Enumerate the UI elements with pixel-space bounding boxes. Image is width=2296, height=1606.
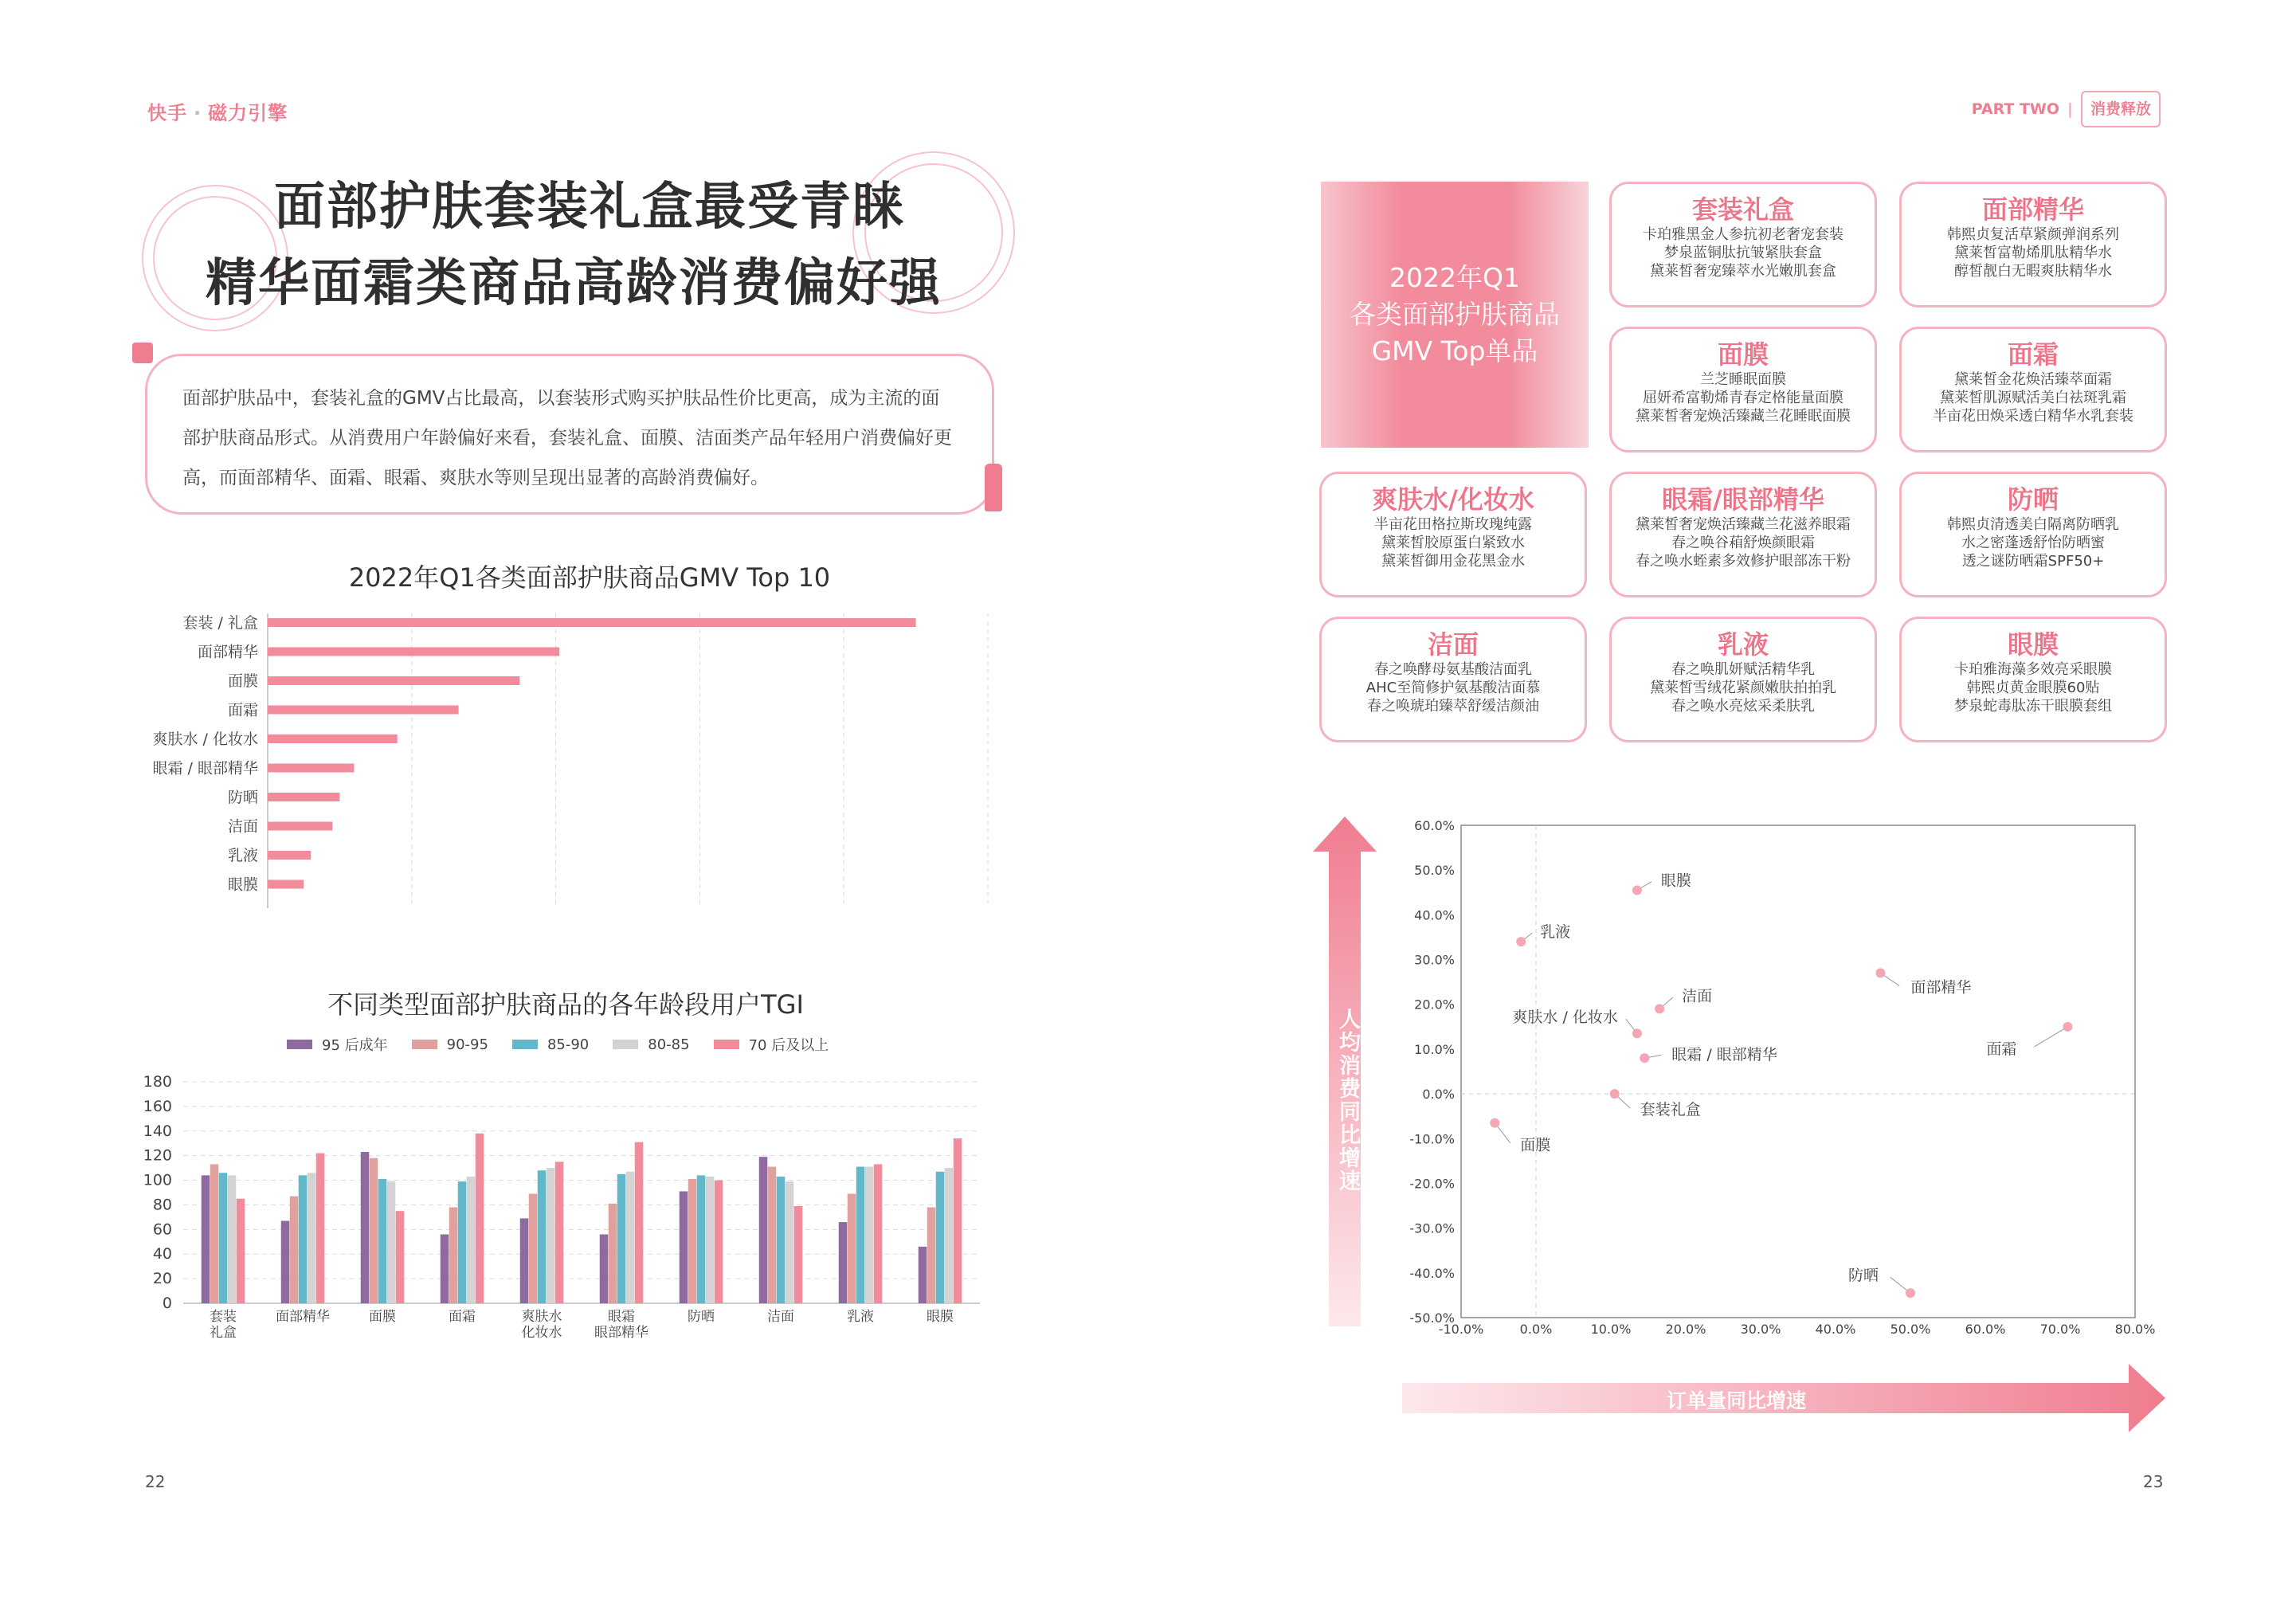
scatter-point-label: 面霜 [1986,1040,2017,1058]
product-card-title: 面霜 [2007,339,2059,370]
tgi-bar [919,1247,927,1303]
product-card [1899,472,2167,597]
legend-swatch [412,1040,437,1049]
scatter-ytick: 50.0% [1414,863,1455,879]
tgi-bar [688,1179,697,1303]
tgi-bar [458,1181,467,1303]
product-card-title: 套装礼盒 [1691,194,1794,225]
product-card-item: 黛莱皙金花焕活臻萃面霜 [1954,371,2112,388]
scatter-ytick: -10.0% [1409,1131,1455,1147]
tgi-bar [697,1175,706,1303]
product-card-title: 防晒 [2007,484,2059,515]
scatter-point [1632,1028,1642,1038]
product-card-item: 半亩花田焕采透白精华水乳套装 [1933,408,2133,425]
product-card-item: 水之密蓬透舒怡防晒蜜 [1961,535,2105,551]
gmv-category-label: 面霜 [227,701,258,719]
scatter-ytick: 20.0% [1414,997,1455,1013]
hero-line-3: GMV Top单品 [1371,335,1538,366]
cili-logo: 磁力引擎 [208,102,288,124]
tgi-bar [202,1175,210,1303]
tgi-bar [299,1175,308,1303]
tgi-bar [290,1197,299,1303]
gmv-category-label: 洁面 [227,817,258,836]
tgi-bar [476,1134,484,1303]
tgi-ytick: 120 [143,1146,172,1165]
tgi-bar [936,1172,945,1303]
scatter-point-label: 套装礼盒 [1640,1101,1701,1119]
scatter-ytick: 30.0% [1414,952,1455,968]
product-card [1319,472,1587,597]
product-card-item: 黛莱皙胶原蛋白紧致水 [1381,535,1525,551]
tgi-category-label: 洁面 [767,1309,794,1325]
legend-swatch [512,1040,538,1049]
tgi-bar [219,1173,228,1303]
tgi-bar [626,1172,635,1303]
scatter-xtick: 40.0% [1815,1322,1856,1337]
gmv-bar [268,822,332,831]
tgi-bar [954,1138,962,1303]
tgi-category-label: 套装 [210,1309,237,1325]
page-number-right: 23 [2143,1472,2164,1491]
tgi-bar [555,1161,564,1303]
tgi-bar [378,1179,387,1303]
scatter-point [1875,968,1885,977]
x-axis-label: 订单量同比增速 [1667,1389,1807,1412]
scatter-ytick: 40.0% [1414,907,1455,923]
product-card [1899,327,2167,452]
scatter-ytick: -20.0% [1409,1176,1455,1192]
scatter-point-label: 防晒 [1847,1267,1879,1285]
legend-label: 85-90 [547,1036,590,1053]
product-card [1609,472,1877,597]
product-card-item: 透之谜防晒霜SPF50+ [1961,553,2105,570]
gmv-category-label: 套装 / 礼盒 [182,614,258,632]
product-card-item: 黛莱皙奢宠焕活臻藏兰花滋养眼霜 [1636,516,1851,533]
tgi-bar [316,1154,325,1303]
product-card-item: 醇皙靓白无暇爽肤精华水 [1954,263,2112,280]
product-card [1319,617,1587,742]
gmv-chart-title: 2022年Q1各类面部护肤商品GMV Top 10 [348,562,831,593]
tgi-bar [865,1167,874,1303]
tgi-bar [237,1199,245,1303]
product-card-item: AHC至简修护氨基酸洁面慕 [1365,680,1541,696]
tgi-bar [786,1181,794,1303]
product-card-item: 半亩花田格拉斯玫瑰纯露 [1374,516,1532,533]
product-card-item: 黛莱皙御用金花黑金水 [1381,553,1525,570]
scatter-point [1610,1089,1620,1099]
product-card-item: 卡珀雅海藻多效亮采眼膜 [1954,661,2112,678]
tgi-ytick: 80 [152,1196,172,1214]
tgi-category-label: 防晒 [688,1309,715,1325]
tgi-bar [777,1177,786,1303]
tgi-bar [927,1208,936,1303]
product-card [1899,617,2167,742]
product-card-title: 洁面 [1427,629,1479,660]
hero-line-2: 各类面部护肤商品 [1350,299,1560,330]
scatter-xtick: 10.0% [1590,1322,1632,1337]
gmv-category-label: 乳液 [227,847,258,864]
scatter-point [1640,1053,1649,1063]
scatter-point-label: 面膜 [1520,1136,1551,1154]
tgi-bar [945,1168,954,1303]
lipstick-icon [985,464,1002,511]
scatter-ytick: 60.0% [1414,818,1455,833]
tgi-ytick: 140 [143,1122,172,1140]
gmv-bar [268,880,304,889]
legend-item [512,1036,589,1053]
product-card-item: 春之唤水蛭素多效修护眼部冻干粉 [1636,553,1851,570]
product-card-title: 面部精华 [1981,194,2084,225]
tgi-category-label: 礼盒 [210,1325,237,1341]
top-products-hero [1321,182,1589,448]
gmv-bar [268,618,916,627]
product-card-item: 梦泉蓝铜肽抗皱紧肤套盒 [1664,245,1822,261]
scatter-ytick: 0.0% [1422,1087,1455,1103]
scatter-point-label: 眼膜 [1660,872,1691,890]
tgi-bar [370,1158,378,1303]
scatter-ytick: -50.0% [1409,1310,1455,1326]
product-card-item: 韩熙贞复活草紧颜弹润系列 [1947,226,2119,243]
product-card-title: 眼霜/眼部精华 [1662,484,1824,515]
tgi-bar [600,1235,609,1303]
tgi-bar [617,1174,626,1303]
gmv-category-label: 面部精华 [197,643,258,661]
scatter-point-label: 洁面 [1682,987,1713,1005]
tgi-bar [635,1142,644,1303]
tgi-chart [143,1067,988,1354]
legend-label: 95 后成年 [322,1037,388,1054]
product-card-title: 乳液 [1717,629,1769,660]
legend-label: 80-85 [648,1036,690,1053]
product-card [1899,182,2167,307]
legend-item [714,1034,829,1055]
tgi-ytick: 0 [162,1295,172,1312]
tgi-bar [396,1211,405,1303]
tgi-bar [609,1204,617,1303]
part-tag: 消费释放 [2081,91,2161,127]
scatter-xtick: 0.0% [1519,1322,1553,1337]
product-card-item: 春之唤琥珀臻萃舒缓洁颜油 [1367,698,1539,715]
tgi-legend [287,1034,852,1055]
scatter-point-label: 爽肤水 / 化妆水 [1512,1009,1618,1027]
product-card-item: 兰芝睡眠面膜 [1700,371,1786,388]
legend-swatch [714,1040,739,1049]
tgi-bar [706,1177,715,1303]
legend-label: 70 后及以上 [748,1037,829,1054]
gmv-bar [268,851,311,860]
y-axis-label: 人均消费同比增速 [1335,1008,1360,1193]
gmv-top10-chart [127,605,1004,916]
page-number-left: 22 [145,1472,166,1491]
product-card-item: 春之唤酵母氨基酸洁面乳 [1374,661,1532,678]
product-card-item: 黛莱皙奢宠焕活臻藏兰花睡眠面膜 [1636,408,1851,425]
product-card-item: 春之唤谷葙舒焕颜眼霜 [1671,535,1815,551]
tgi-bar [848,1194,856,1303]
scatter-xtick: 60.0% [1965,1322,2006,1337]
tgi-bar [768,1167,777,1303]
gmv-bar [268,676,519,685]
gmv-category-label: 面膜 [227,672,258,690]
tgi-bar [856,1167,865,1303]
product-card-item: 韩熙贞清透美白隔离防晒乳 [1947,516,2119,533]
title-line-2: 精华面霜类商品高龄消费偏好强 [206,254,942,313]
scatter-ytick: 10.0% [1414,1041,1455,1057]
tgi-bar [547,1168,555,1303]
tgi-category-label: 面膜 [369,1309,396,1325]
tgi-category-label: 眼霜 [608,1309,635,1325]
gmv-bar [268,764,354,773]
scatter-point-label: 面部精华 [1910,978,1972,997]
page-title [143,169,1004,322]
tgi-category-label: 爽肤水 [521,1309,562,1325]
scatter-xtick: 80.0% [2114,1322,2156,1337]
product-card-title: 面膜 [1717,339,1769,370]
scatter-point [1490,1118,1499,1128]
tgi-ytick: 40 [152,1245,172,1263]
scatter-xtick: 50.0% [1890,1322,1931,1337]
tgi-bar [210,1164,219,1303]
tgi-ytick: 20 [152,1270,172,1288]
tgi-category-label: 乳液 [847,1309,874,1325]
product-card-item: 黛莱皙奢宠臻萃水光嫩肌套盒 [1650,263,1836,280]
tgi-ytick: 60 [152,1220,172,1239]
tgi-bar [529,1194,538,1303]
scatter-xtick: 30.0% [1740,1322,1781,1337]
product-card [1609,617,1877,742]
scatter-xtick: 20.0% [1665,1322,1706,1337]
scatter-point [2063,1022,2072,1032]
product-card-item: 春之唤水亮炫采柔肤乳 [1671,698,1815,715]
legend-swatch [613,1040,638,1049]
product-card [1609,327,1877,452]
intro-text: 面部护肤品中，套装礼盒的GMV占比最高，以套装形式购买护肤品性价比更高，成为主流的面部护肤商品形式。从消费用户年龄偏好来看，套装礼盒、面膜、洁面类产品年轻用户消费偏好更高，而面部精华、面霜、眼霜、爽肤水等则呈现出显著的高龄消费偏好。 [182,388,952,488]
scatter-point [1655,1004,1664,1013]
intro-box [145,354,994,515]
tgi-bar [449,1208,458,1303]
scatter-leader [2034,1027,2067,1047]
product-card-item: 韩熙贞黄金眼膜60贴 [1966,680,2100,696]
tgi-bar [281,1221,290,1303]
kuaishou-logo: 快手 [147,102,187,124]
tgi-ytick: 100 [143,1171,172,1189]
tgi-category-label: 眼部精华 [594,1325,648,1341]
tgi-bar [794,1206,803,1303]
tgi-category-label: 面霜 [449,1309,476,1325]
product-card-item: 黛莱皙富勒烯肌肽精华水 [1954,245,2112,261]
scatter-point-label: 乳液 [1540,923,1571,942]
gmv-bar [268,648,559,656]
product-card-item: 卡珀雅黑金人参抗初老奢宠套装 [1643,226,1843,243]
tgi-bar [228,1175,237,1303]
y-axis-arrow [1313,817,1377,1326]
tgi-bar [680,1191,688,1303]
tgi-chart-title: 不同类型面部护肤商品的各年龄段用户TGI [327,989,804,1020]
scatter-point-label: 眼霜 / 眼部精华 [1671,1046,1777,1064]
part-label: PART TWO [1971,100,2060,118]
scatter-ytick: -40.0% [1409,1265,1455,1281]
brand-logo: 快手 · 磁力引擎 [147,102,288,124]
legend-item [412,1036,488,1053]
title-line-1: 面部护肤套装礼盒最受青睐 [274,178,905,237]
gmv-bar [268,734,398,743]
gmv-category-label: 爽肤水 / 化妆水 [152,731,258,748]
tgi-bar [308,1173,316,1303]
tgi-ytick: 160 [143,1097,172,1115]
scatter-frame [1461,825,2135,1318]
section-header: PART TWO | 消费释放 [1972,97,2161,119]
gmv-category-label: 眼膜 [227,875,258,894]
scatter-xtick: 70.0% [2039,1322,2081,1337]
tgi-bar [715,1181,723,1303]
scatter-point [1906,1288,1915,1298]
product-card-item: 春之唤肌妍赋活精华乳 [1671,661,1815,678]
tgi-bar [387,1181,396,1303]
gmv-category-label: 眼霜 / 眼部精华 [152,759,258,778]
scatter-chart [1402,805,2167,1346]
product-card-title: 爽肤水/化妆水 [1372,484,1534,515]
shopping-bag-icon [132,343,153,363]
tgi-category-label: 面部精华 [276,1309,330,1325]
tgi-bar [874,1164,883,1303]
tgi-ytick: 180 [143,1073,172,1091]
tgi-category-label: 化妆水 [521,1325,562,1341]
gmv-bar [268,793,339,801]
scatter-ytick: -30.0% [1409,1220,1455,1236]
tgi-bar [520,1218,529,1303]
scatter-point [1516,937,1526,946]
tgi-bar [467,1177,476,1303]
product-card [1609,182,1877,307]
scatter-point [1632,885,1642,895]
gmv-bar [268,706,459,715]
product-card-item: 黛莱皙肌源赋活美白祛斑乳霜 [1940,390,2126,406]
tgi-bar [361,1152,370,1303]
product-card-title: 眼膜 [2007,629,2059,660]
product-card-item: 梦泉蛇毒肽冻干眼膜套组 [1954,698,2112,715]
x-axis-arrow [1402,1364,2165,1432]
gmv-category-label: 防晒 [227,789,258,806]
product-card-item: 黛莱皙雪绒花紧颜嫩肤拍拍乳 [1650,680,1836,696]
tgi-bar [441,1235,449,1303]
legend-label: 90-95 [446,1036,488,1053]
tgi-bar [759,1157,768,1303]
legend-item [287,1034,388,1055]
product-card-item: 屈妍希富勒烯青春定格能量面膜 [1643,390,1843,406]
scatter-xtick: -10.0% [1438,1322,1484,1337]
legend-swatch [287,1040,312,1049]
tgi-bar [839,1222,848,1303]
tgi-bar [538,1170,547,1303]
tgi-category-label: 眼膜 [927,1309,954,1325]
hero-line-1: 2022年Q1 [1389,262,1520,293]
legend-item [613,1036,689,1053]
